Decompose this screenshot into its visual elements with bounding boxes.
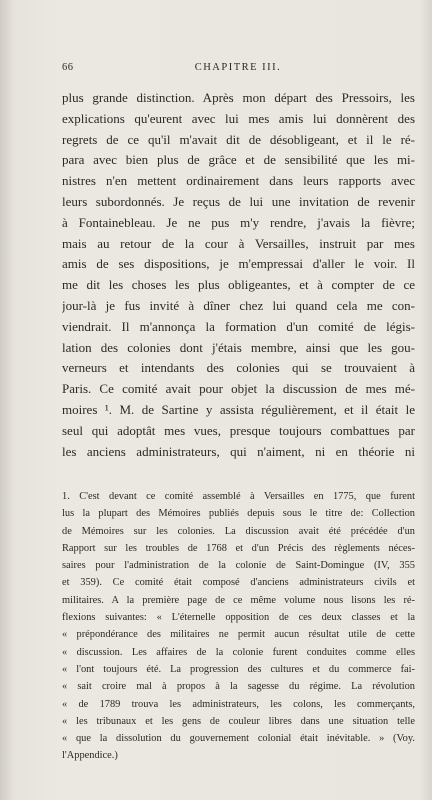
footnote — [62, 488, 415, 765]
body-text — [62, 88, 415, 462]
footnote-line: lus la plupart des Mémoires publiés depuis sous le titre de: Collection — [62, 508, 415, 520]
footnote-line: « que la dissolution du gouvernement colonial était inévitable. » (Voy. — [62, 733, 415, 745]
footnote-line: 1. C'est devant ce comité assemblé à Versailles en 1775, que furent — [62, 491, 415, 502]
footnote-line: militaires. A la première page de ce même volume nous lisons les ré- — [62, 594, 415, 606]
body-line: amis de ses dispositions, je m'empressai d'aller le voir. Il — [62, 256, 415, 272]
body-line: regrets de ce qu'il m'avait dit de désobligeant, et il le ré- — [62, 131, 415, 147]
body-line: viendrait. Il m'annonça la formation d'un comité de légis- — [62, 318, 415, 334]
body-line: mais au retour de la cour à Versailles, instruit par mes — [62, 235, 415, 251]
body-line: à Fontainebleau. Je ne pus m'y rendre, j'avais la fièvre; — [62, 214, 415, 230]
running-title: CHAPITRE III. — [194, 62, 282, 73]
body-line: moires ¹. M. de Sartine y assista régulièrement, et il était le — [62, 401, 415, 417]
body-line: lation des colonies dont j'étais membre, ainsi que les gou- — [62, 339, 415, 355]
body-line: les anciens administrateurs, qui n'aiment, ni en théorie ni — [62, 443, 415, 459]
body-line: seul qui adoptât mes vues, presque toujours combattues par — [62, 422, 415, 438]
body-line: jour-là je fus invité à dîner chez lui quand cela me con- — [62, 297, 415, 313]
footnote-line: Rapport sur les troubles de 1768 et d'un Précis des règlements néces- — [62, 542, 415, 554]
footnote-line: saires pour l'administration de la colonie de Saint-Domingue (IV, 355 — [62, 560, 415, 572]
footnote-line: « les tribunaux et les gens de couleur libres dans une situation telle — [62, 715, 415, 727]
page-number: 66 — [62, 62, 74, 73]
footnote-line: « prépondérance des militaires ne permit aucun résultat utile de cette — [62, 629, 415, 641]
body-line: leurs subordonnés. Je reçus de lui une invitation de revenir — [62, 193, 415, 209]
body-line: para avec bien plus de grâce et de sensibilité que les mi- — [62, 152, 415, 168]
page-header — [62, 62, 414, 76]
footnote-line: flexions suivantes: « L'éternelle opposition de ces deux classes et la — [62, 612, 415, 624]
footnote-line: « sait croire mal à propos à la sagesse du régime. La révolution — [62, 681, 415, 693]
body-line: verneurs et intendants des colonies qui se trouvaient à — [62, 360, 415, 376]
footnote-line: et 359). Ce comité était composé d'anciens administrateurs civils et — [62, 577, 415, 589]
footnote-line: « discussion. Les affaires de la colonie furent conduites comme elles — [62, 646, 415, 658]
footnote-line: l'Appendice.) — [62, 750, 118, 762]
body-line: plus grande distinction. Après mon départ des Pressoirs, les — [62, 90, 415, 105]
body-line: nistres n'en mettent ordinairement dans leurs rapports avec — [62, 173, 415, 189]
body-line: me dit les choses les plus obligeantes, et à compter de ce — [62, 277, 415, 293]
body-line: Paris. Ce comité avait pour objet la discussion de mes mé- — [62, 381, 415, 397]
footnote-line: « l'ont toujours été. La progression des cultures et du commerce fai- — [62, 663, 415, 675]
footnote-line: de Mémoires sur les colonies. La discussion avait été précédée d'un — [62, 525, 415, 537]
body-line: explications qu'eurent avec lui mes amis lui donnèrent des — [62, 110, 415, 126]
footnote-line: « de 1789 trouva les administrateurs, les colons, les commerçants, — [62, 698, 415, 710]
